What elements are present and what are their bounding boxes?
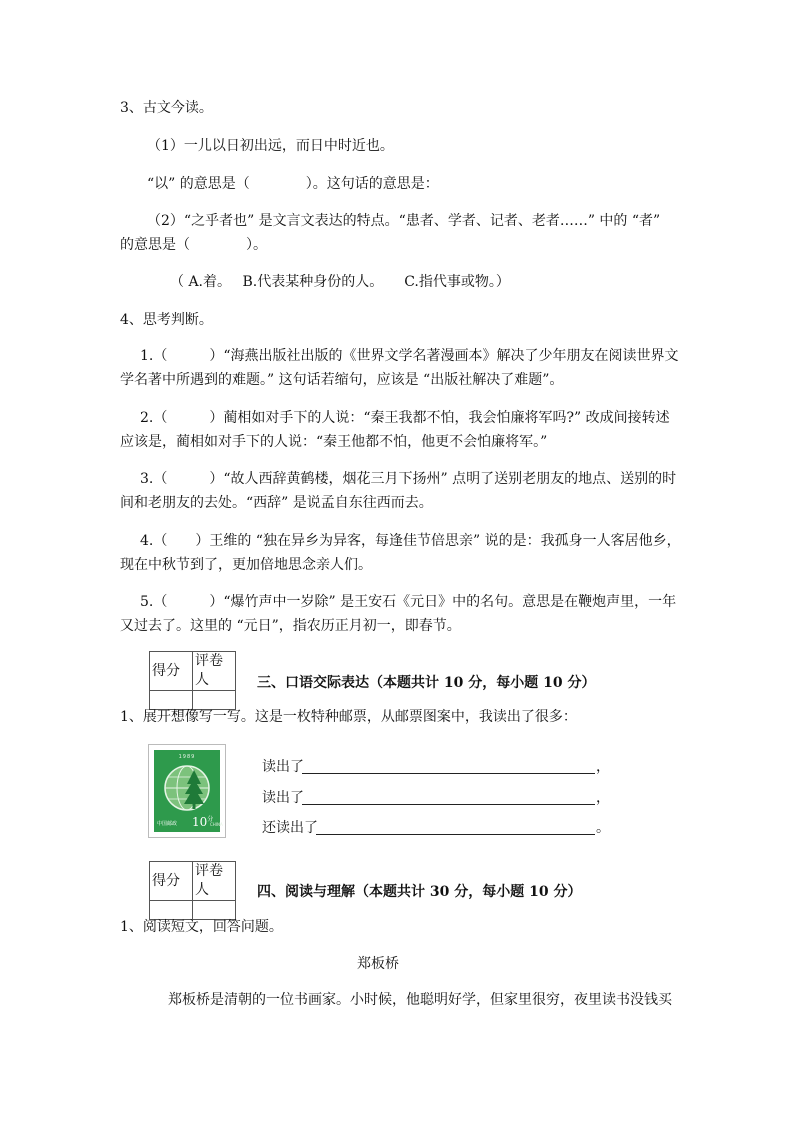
section4-title: 四、阅读与理解（本题共计 30 分，每小题 10 分）: [257, 884, 582, 900]
score-label: 得分: [150, 652, 193, 691]
stamp-image: [149, 745, 225, 837]
q4-title: 4、思考判断。: [120, 312, 213, 328]
stamp-denomination-unit: 分: [207, 816, 214, 823]
q3-title: 3、古文今读。: [120, 100, 213, 116]
q4-item-5-line2: 又过去了。这里的 “元日”，指农历正月初一，即春节。: [120, 618, 461, 634]
stamp-year: 1989: [178, 754, 196, 760]
grader-label: 评卷人: [193, 652, 236, 691]
q4-item-4-line1: 4.（ ）王维的 “独在异乡为异客，每逢佳节倍思亲” 说的是：我孤身一人客居他乡，: [140, 533, 681, 549]
read-label-3: 还读出了: [262, 820, 318, 836]
answer-line-1[interactable]: [302, 773, 595, 774]
q4-item-4-line2: 现在中秋节到了，更加倍地思念亲人们。: [120, 557, 372, 573]
answer-line-3[interactable]: [316, 834, 595, 835]
score-box-section4: [149, 861, 236, 920]
stamp-denomination-value: 10: [192, 815, 208, 829]
q4-item-2-line1: 2.（ ）蔺相如对手下的人说：“秦王我都不怕，我会怕廉将军吗?” 改成间接转述: [140, 410, 670, 426]
read-label-1: 读出了: [262, 759, 304, 775]
comma-1: ，: [596, 759, 610, 775]
grader-label: 评卷人: [193, 862, 236, 901]
answer-line-2[interactable]: [302, 804, 595, 805]
q4-item-1-line2: 学名著中所遇到的难题。” 这句话若缩句，应该是 “出版社解决了难题”。: [120, 372, 564, 388]
section3-q1: 1、展开想像写一写。这是一枚特种邮票，从邮票图案中，我读出了很多：: [120, 709, 577, 725]
period-3: 。: [596, 820, 610, 836]
q3-part2-line2: 的意思是（ ）。: [120, 237, 267, 253]
q3-part2-line1: （2）“之乎者也” 是文言文表达的特点。“患者、学者、记者、老者……” 中的 “者”: [147, 213, 661, 229]
passage-title: 郑板桥: [357, 956, 399, 972]
q3-part1-meaning: “以” 的意思是（ ）。这句话的意思是：: [147, 176, 439, 192]
score-box-section3: [149, 651, 236, 710]
stamp-country: 中国邮政: [157, 821, 178, 827]
comma-2: ，: [596, 790, 610, 806]
read-label-2: 读出了: [262, 790, 304, 806]
section3-title: 三、口语交际表达（本题共计 10 分，每小题 10 分）: [257, 675, 596, 691]
q3-part1: （1）一儿以日初出远，而日中时近也。: [147, 138, 394, 154]
q4-item-3-line1: 3.（ ）“故人西辞黄鹤楼，烟花三月下扬州” 点明了送别老朋友的地点、送别的时: [140, 471, 677, 487]
q4-item-5-line1: 5.（ ）“爆竹声中一岁除” 是王安石《元日》中的名句。意思是在鞭炮声里，一年: [140, 594, 677, 610]
section4-q1: 1、阅读短文，回答问题。: [120, 919, 283, 935]
passage-line-1: 郑板桥是清朝的一位书画家。小时候，他聪明好学，但家里很穷，夜里读书没钱买: [168, 992, 672, 1008]
q4-item-1-line1: 1.（ ）“海燕出版社出版的《世界文学名著漫画本》解决了少年朋友在阅读世界文: [140, 348, 679, 364]
q3-options: （ A.着。 B.代表某种身份的人。 C.指代事或物。）: [170, 274, 510, 290]
stamp-china-text: CHINA: [210, 822, 223, 827]
score-label: 得分: [150, 862, 193, 901]
q4-item-2-line2: 应该是，蔺相如对手下的人说：“秦王他都不怕，他更不会怕廉将军。”: [120, 434, 548, 450]
stamp-face: [154, 750, 223, 832]
q4-item-3-line2: 间和老朋友的去处。“西辞” 是说孟自东往西而去。: [120, 495, 433, 511]
